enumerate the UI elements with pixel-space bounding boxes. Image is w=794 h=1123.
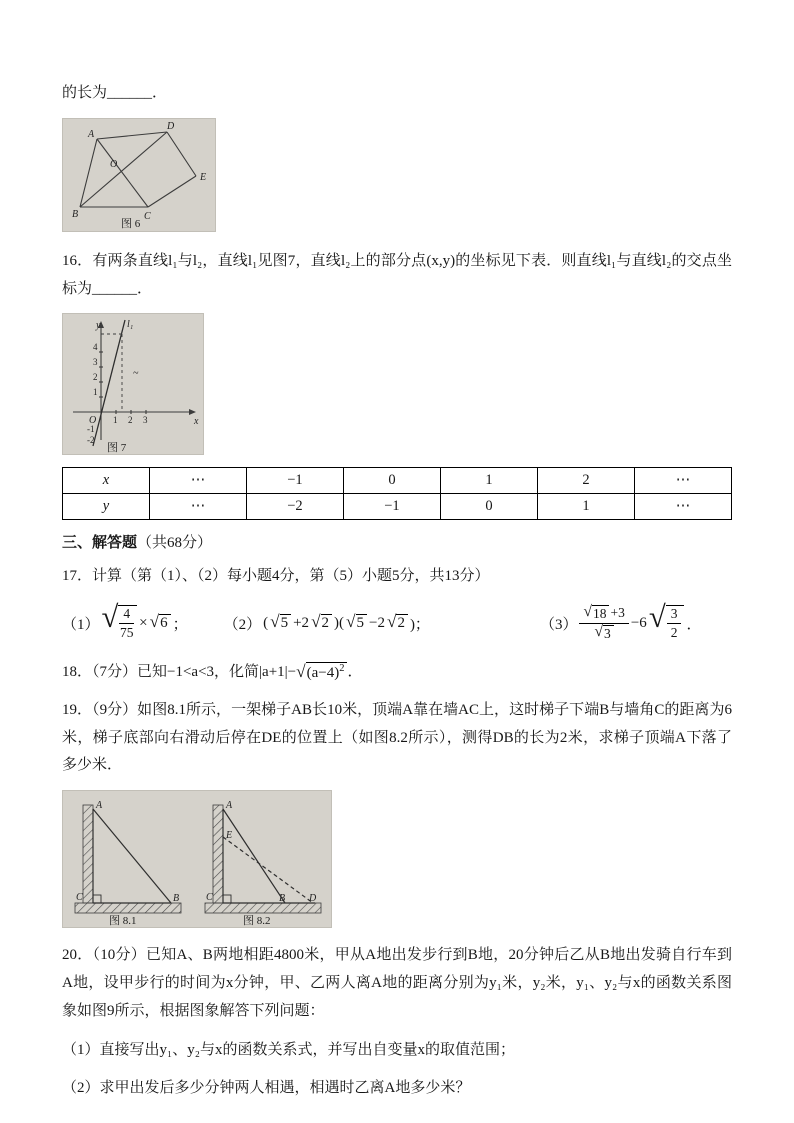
fraction-denominator xyxy=(579,624,628,642)
fig7-xtick-3: 3 xyxy=(143,415,148,426)
fig6-caption: 图 6 xyxy=(121,217,141,230)
radical-sign: √ xyxy=(648,599,666,634)
q17-p1-end: ； xyxy=(172,616,188,633)
fraction-numerator xyxy=(579,602,628,624)
radical-sign: √ xyxy=(386,611,397,631)
fig7-ytick-2: 2 xyxy=(93,372,98,383)
fig7-neg-tick-2: -2 xyxy=(87,435,95,446)
sqrt-expression xyxy=(270,611,291,632)
radicand: 3 xyxy=(603,625,614,642)
fig7-image xyxy=(63,314,203,454)
sqrt-expression xyxy=(149,611,171,632)
q17-problem-3 xyxy=(539,599,702,641)
fig6-label-d: D xyxy=(167,120,175,132)
sqrt-expression xyxy=(648,599,685,641)
q17-p3-label: （3） xyxy=(539,616,578,633)
fig6-label-b: B xyxy=(72,208,79,220)
radical-sign: √ xyxy=(101,599,119,634)
row-x-header: x xyxy=(63,468,150,494)
q17-problem-1 xyxy=(62,599,188,641)
radical-sign: √ xyxy=(296,662,306,682)
fig7-xaxis-label: x xyxy=(194,416,199,428)
q17-p3-end: ． xyxy=(686,616,702,633)
fig6-image xyxy=(63,119,215,231)
operator: +2 xyxy=(293,614,310,631)
fig7-ytick-4: 4 xyxy=(93,342,98,353)
fig6-label-a: A xyxy=(88,128,95,140)
figure-7 xyxy=(62,313,204,455)
q18-lead: 18．（7分）已知−1<a<3，化简|a+1|− xyxy=(62,664,297,680)
sqrt-expression xyxy=(296,662,347,682)
table-cell: 1 xyxy=(537,494,634,520)
table-cell: ⋯ xyxy=(634,468,731,494)
table-cell: ⋯ xyxy=(634,494,731,520)
question-17-header: 17．计算（第（1）、（2）每小题4分，第（5）小题5分，共13分） xyxy=(62,568,490,585)
fraction-denominator: 2 xyxy=(670,625,678,640)
fig7-ytick-3: 3 xyxy=(93,357,98,368)
fig6-label-e: E xyxy=(200,171,207,183)
fig7-ytick-1: 1 xyxy=(93,387,98,398)
table-cell: 2 xyxy=(537,468,634,494)
fig8-image xyxy=(63,791,331,927)
fig6-label-c: C xyxy=(144,210,151,222)
sqrt-expression xyxy=(346,611,367,632)
table-cell: −1 xyxy=(343,494,440,520)
fig8-2-caption: 图 8.2 xyxy=(243,915,271,927)
radical-sign: √ xyxy=(270,611,280,631)
fig8-1-caption: 图 8.1 xyxy=(109,915,137,927)
fig8-1-label-c: C xyxy=(76,892,83,903)
table-cell: ⋯ xyxy=(149,468,246,494)
section-3-title: 三、解答题 xyxy=(62,535,138,552)
fig7-xtick-1: 1 xyxy=(113,415,118,426)
fig7-neg-tick-1: -1 xyxy=(87,424,95,435)
table-row-y xyxy=(63,494,732,520)
fig7-caption: 图 7 xyxy=(107,442,127,455)
table-cell: −1 xyxy=(246,468,343,494)
parens: )( xyxy=(334,614,345,631)
table-cell: 1 xyxy=(440,468,537,494)
numerator-tail: +3 xyxy=(610,604,625,620)
open-paren: ( xyxy=(263,614,269,631)
radical-sign: √ xyxy=(346,611,356,631)
fig8-1-label-b: B xyxy=(173,893,180,904)
fig8-2-label-c: C xyxy=(206,892,213,903)
fig7-yaxis-label: y xyxy=(96,320,101,332)
sqrt-expression xyxy=(311,611,332,632)
operator: −6 xyxy=(630,614,647,631)
fig8-2-label-e: E xyxy=(226,830,233,841)
section-3-score: （共68分） xyxy=(137,535,213,552)
q17-problem-2 xyxy=(224,613,430,634)
radicand: 6 xyxy=(159,614,171,632)
sqrt-expression xyxy=(386,611,408,632)
question-19-text: 19．（9分）如图8.1所示，一架梯子AB长10米，顶端A靠在墙AC上，这时梯子下端B与墙角C的距离为6米，梯子底部向右滑动后停在DE的位置上（如图8.2所示），测得DB的长为2米，求梯子顶端A下落了多少米． xyxy=(62,701,732,774)
fig6-background xyxy=(63,119,215,231)
carryover-line: 的长为______． xyxy=(62,85,168,101)
question-20-text: 20．（10分）已知A、B两地相距4800米，甲从A地出发步行到B地，20分钟后乙从B地出发骑自行车到A地，设甲步行的时间为x分钟，甲、乙两人离A地的距离分别为y₁米，y₂米，y₁、y₂与x的函数关系图象如图9所示，根据图象解答下列问题： xyxy=(62,947,732,1019)
fig8-2-label-b: B xyxy=(279,893,286,904)
radicand-base: (a−4) xyxy=(306,665,340,682)
table-row-x xyxy=(63,468,732,494)
radicand: 5 xyxy=(280,614,292,632)
q17-p2-end: )； xyxy=(409,616,430,633)
fig8-1-label-a: A xyxy=(96,800,103,811)
question-20-sub2: （2）求甲出发后多少分钟两人相遇，相遇时乙离A地多少米？ xyxy=(62,1080,471,1096)
radical-sign: √ xyxy=(583,602,592,620)
row-y-header: y xyxy=(63,494,150,520)
fig7-l1-label: l₁ xyxy=(127,319,134,331)
radical-sign: √ xyxy=(149,611,160,631)
fig7-origin-label: O xyxy=(89,415,97,427)
radicand: 18 xyxy=(592,605,610,622)
sqrt-expression xyxy=(101,599,138,641)
question-16-text: 16．有两条直线l₁与l₂，直线l₁见图7，直线l₂上的部分点(x,y)的坐标见下表．则直线l₁与直线l₂的交点坐标为______． xyxy=(62,252,732,297)
fig8-2-label-a: A xyxy=(226,800,233,811)
fig7-tilde-mark: ~ xyxy=(133,368,139,380)
operator: −2 xyxy=(369,614,385,631)
fraction-numerator: 4 xyxy=(119,606,134,624)
figure-8 xyxy=(62,790,332,928)
fraction-numerator: 3 xyxy=(667,606,682,624)
radicand: 2 xyxy=(321,614,333,632)
table-cell: −2 xyxy=(246,494,343,520)
coordinate-table xyxy=(62,467,732,520)
fraction xyxy=(579,602,628,641)
radicand-exponent: 2 xyxy=(339,663,345,675)
radicand: 5 xyxy=(356,614,368,632)
radicand xyxy=(306,662,348,682)
fig7-xtick-2: 2 xyxy=(128,415,133,426)
figure-6 xyxy=(62,118,216,232)
table-cell: ⋯ xyxy=(149,494,246,520)
section-3-header xyxy=(62,530,732,557)
question-18-text xyxy=(62,659,732,687)
table-cell: 0 xyxy=(343,468,440,494)
radical-sign: √ xyxy=(311,611,321,631)
question-17-problems xyxy=(62,599,732,647)
q18-end: ． xyxy=(347,664,363,680)
q17-p2-label: （2） xyxy=(223,616,262,633)
table-cell: 0 xyxy=(440,494,537,520)
fig6-label-o: O xyxy=(110,158,118,170)
fig8-2-label-d: D xyxy=(309,893,317,904)
radicand: 2 xyxy=(396,614,408,632)
q17-p1-label: （1） xyxy=(62,616,100,633)
question-20-sub1: （1）直接写出y₁、y₂与x的函数关系式，并写出自变量x的取值范围； xyxy=(62,1042,515,1059)
fraction-denominator: 75 xyxy=(120,625,134,640)
times-sign: × xyxy=(139,614,148,631)
fig7-background xyxy=(63,314,203,454)
radical-sign: √ xyxy=(594,622,604,640)
